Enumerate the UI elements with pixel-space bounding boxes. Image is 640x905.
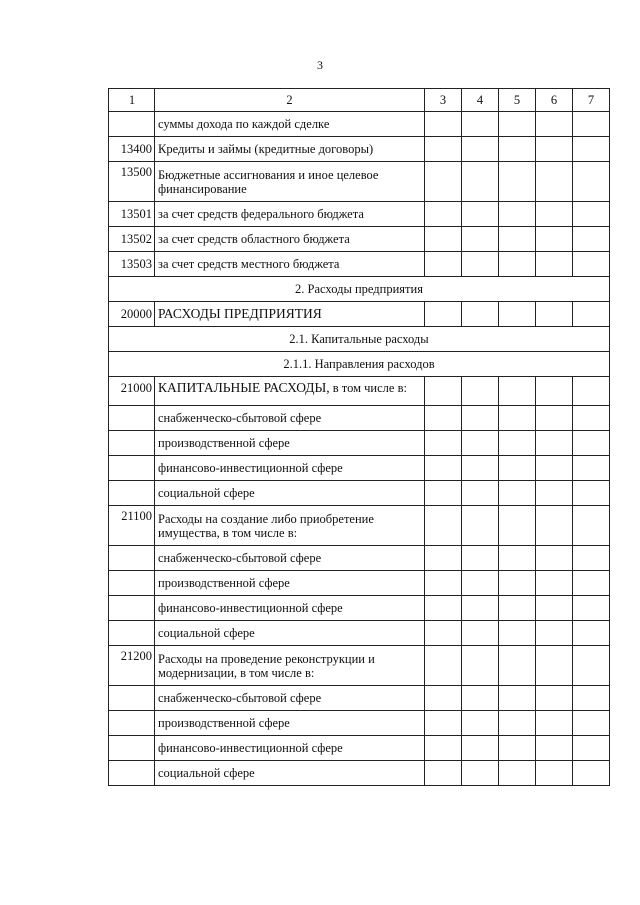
table-row — [109, 252, 610, 277]
row-text: за счет средств федерального бюджета — [155, 202, 425, 227]
row-text: снабженческо-сбытовой сфере — [155, 546, 425, 571]
row-text: Расходы на создание либо приобретение имущества, в том числе в: — [155, 506, 425, 546]
value-cell — [536, 571, 573, 596]
row-text: социальной сфере — [155, 761, 425, 786]
table-row — [109, 112, 610, 137]
value-cell — [499, 711, 536, 736]
row-text-main: КАПИТАЛЬНЫЕ РАСХОДЫ, — [158, 380, 330, 395]
value-cell — [425, 481, 462, 506]
table-row — [109, 137, 610, 162]
value-cell — [499, 621, 536, 646]
value-cell — [462, 481, 499, 506]
data-table — [108, 88, 610, 786]
table-row — [109, 736, 610, 761]
value-cell — [462, 506, 499, 546]
value-cell — [425, 406, 462, 431]
row-text: РАСХОДЫ ПРЕДПРИЯТИЯ — [155, 302, 425, 327]
value-cell — [573, 646, 610, 686]
row-code: 21100 — [109, 506, 155, 546]
row-code: 13502 — [109, 227, 155, 252]
table-row — [109, 302, 610, 327]
value-cell — [499, 481, 536, 506]
value-cell — [573, 506, 610, 546]
value-cell — [462, 456, 499, 481]
value-cell — [499, 546, 536, 571]
value-cell — [536, 252, 573, 277]
value-cell — [536, 686, 573, 711]
column-header: 6 — [536, 89, 573, 112]
value-cell — [536, 506, 573, 546]
value-cell — [425, 456, 462, 481]
section-row — [109, 352, 610, 377]
value-cell — [573, 137, 610, 162]
row-code — [109, 112, 155, 137]
value-cell — [425, 377, 462, 406]
value-cell — [425, 506, 462, 546]
value-cell — [462, 227, 499, 252]
row-code: 21200 — [109, 646, 155, 686]
value-cell — [462, 546, 499, 571]
value-cell — [573, 596, 610, 621]
row-text: производственной сфере — [155, 431, 425, 456]
value-cell — [425, 252, 462, 277]
row-text: социальной сфере — [155, 621, 425, 646]
value-cell — [425, 202, 462, 227]
value-cell — [499, 112, 536, 137]
table-row — [109, 711, 610, 736]
row-code: 13400 — [109, 137, 155, 162]
row-text: снабженческо-сбытовой сфере — [155, 406, 425, 431]
row-text: за счет средств местного бюджета — [155, 252, 425, 277]
value-cell — [499, 506, 536, 546]
value-cell — [462, 431, 499, 456]
section-heading: 2.1.1. Направления расходов — [109, 352, 610, 377]
table-row — [109, 686, 610, 711]
row-text: Кредиты и займы (кредитные договоры) — [155, 137, 425, 162]
column-header: 1 — [109, 89, 155, 112]
value-cell — [462, 711, 499, 736]
value-cell — [536, 137, 573, 162]
value-cell — [462, 596, 499, 621]
value-cell — [536, 227, 573, 252]
row-code — [109, 546, 155, 571]
value-cell — [573, 621, 610, 646]
value-cell — [536, 711, 573, 736]
value-cell — [425, 546, 462, 571]
value-cell — [462, 621, 499, 646]
column-header: 3 — [425, 89, 462, 112]
row-text: производственной сфере — [155, 571, 425, 596]
section-heading: 2.1. Капитальные расходы — [109, 327, 610, 352]
column-header: 5 — [499, 89, 536, 112]
table-row — [109, 431, 610, 456]
value-cell — [462, 761, 499, 786]
table-row — [109, 571, 610, 596]
value-cell — [499, 406, 536, 431]
section-row — [109, 277, 610, 302]
row-code: 20000 — [109, 302, 155, 327]
value-cell — [462, 202, 499, 227]
value-cell — [499, 162, 536, 202]
value-cell — [499, 137, 536, 162]
row-text-tail: в том числе в: — [329, 381, 407, 395]
section-heading: 2. Расходы предприятия — [109, 277, 610, 302]
value-cell — [425, 571, 462, 596]
value-cell — [499, 202, 536, 227]
value-cell — [536, 302, 573, 327]
row-code — [109, 456, 155, 481]
row-text: Бюджетные ассигнования и иное целевое финансирование — [155, 162, 425, 202]
value-cell — [536, 202, 573, 227]
row-code — [109, 736, 155, 761]
value-cell — [536, 481, 573, 506]
value-cell — [499, 302, 536, 327]
row-code — [109, 686, 155, 711]
value-cell — [462, 377, 499, 406]
value-cell — [462, 736, 499, 761]
row-text: суммы дохода по каждой сделке — [155, 112, 425, 137]
value-cell — [425, 162, 462, 202]
value-cell — [573, 302, 610, 327]
value-cell — [425, 621, 462, 646]
value-cell — [573, 761, 610, 786]
value-cell — [425, 302, 462, 327]
value-cell — [573, 227, 610, 252]
value-cell — [573, 162, 610, 202]
table-row — [109, 596, 610, 621]
value-cell — [499, 571, 536, 596]
row-code: 13500 — [109, 162, 155, 202]
row-code — [109, 621, 155, 646]
value-cell — [573, 112, 610, 137]
value-cell — [499, 377, 536, 406]
row-text: финансово-инвестиционной сфере — [155, 596, 425, 621]
table-row — [109, 202, 610, 227]
table-row — [109, 761, 610, 786]
value-cell — [425, 736, 462, 761]
value-cell — [573, 456, 610, 481]
column-header: 2 — [155, 89, 425, 112]
value-cell — [462, 406, 499, 431]
row-code — [109, 481, 155, 506]
value-cell — [462, 252, 499, 277]
value-cell — [499, 252, 536, 277]
value-cell — [536, 736, 573, 761]
row-text: Расходы на проведение реконструкции и модернизации, в том числе в: — [155, 646, 425, 686]
row-text: социальной сфере — [155, 481, 425, 506]
value-cell — [536, 431, 573, 456]
value-cell — [573, 571, 610, 596]
value-cell — [499, 456, 536, 481]
value-cell — [425, 112, 462, 137]
value-cell — [425, 646, 462, 686]
row-text: финансово-инвестиционной сфере — [155, 736, 425, 761]
value-cell — [462, 162, 499, 202]
row-code — [109, 761, 155, 786]
table-row — [109, 377, 610, 406]
row-text: за счет средств областного бюджета — [155, 227, 425, 252]
value-cell — [425, 711, 462, 736]
value-cell — [536, 162, 573, 202]
table-row — [109, 546, 610, 571]
table-row — [109, 162, 610, 202]
value-cell — [462, 302, 499, 327]
table-row — [109, 481, 610, 506]
value-cell — [499, 596, 536, 621]
value-cell — [536, 621, 573, 646]
table-row — [109, 406, 610, 431]
table-row — [109, 646, 610, 686]
table-row — [109, 506, 610, 546]
value-cell — [573, 252, 610, 277]
value-cell — [499, 736, 536, 761]
value-cell — [425, 596, 462, 621]
table-header-row — [109, 89, 610, 112]
row-code — [109, 406, 155, 431]
value-cell — [536, 456, 573, 481]
value-cell — [499, 686, 536, 711]
value-cell — [536, 646, 573, 686]
column-header: 7 — [573, 89, 610, 112]
row-text: снабженческо-сбытовой сфере — [155, 686, 425, 711]
value-cell — [573, 481, 610, 506]
row-text: финансово-инвестиционной сфере — [155, 456, 425, 481]
row-code: 13503 — [109, 252, 155, 277]
value-cell — [462, 112, 499, 137]
value-cell — [536, 112, 573, 137]
value-cell — [425, 431, 462, 456]
value-cell — [425, 227, 462, 252]
value-cell — [462, 137, 499, 162]
value-cell — [536, 406, 573, 431]
value-cell — [462, 686, 499, 711]
row-code — [109, 596, 155, 621]
column-header: 4 — [462, 89, 499, 112]
section-row — [109, 327, 610, 352]
value-cell — [425, 761, 462, 786]
value-cell — [499, 761, 536, 786]
value-cell — [536, 546, 573, 571]
row-text — [155, 377, 425, 406]
value-cell — [573, 406, 610, 431]
value-cell — [499, 227, 536, 252]
table-row — [109, 456, 610, 481]
row-code: 21000 — [109, 377, 155, 406]
value-cell — [573, 377, 610, 406]
table-row — [109, 621, 610, 646]
value-cell — [462, 646, 499, 686]
row-text: производственной сфере — [155, 711, 425, 736]
table-row — [109, 227, 610, 252]
value-cell — [573, 202, 610, 227]
value-cell — [499, 646, 536, 686]
value-cell — [573, 546, 610, 571]
value-cell — [573, 431, 610, 456]
row-code — [109, 571, 155, 596]
value-cell — [536, 596, 573, 621]
value-cell — [573, 711, 610, 736]
value-cell — [425, 137, 462, 162]
page-number: 3 — [317, 58, 323, 72]
value-cell — [425, 686, 462, 711]
value-cell — [573, 686, 610, 711]
value-cell — [462, 571, 499, 596]
value-cell — [573, 736, 610, 761]
value-cell — [536, 761, 573, 786]
row-code — [109, 711, 155, 736]
value-cell — [536, 377, 573, 406]
row-code: 13501 — [109, 202, 155, 227]
row-code — [109, 431, 155, 456]
value-cell — [499, 431, 536, 456]
